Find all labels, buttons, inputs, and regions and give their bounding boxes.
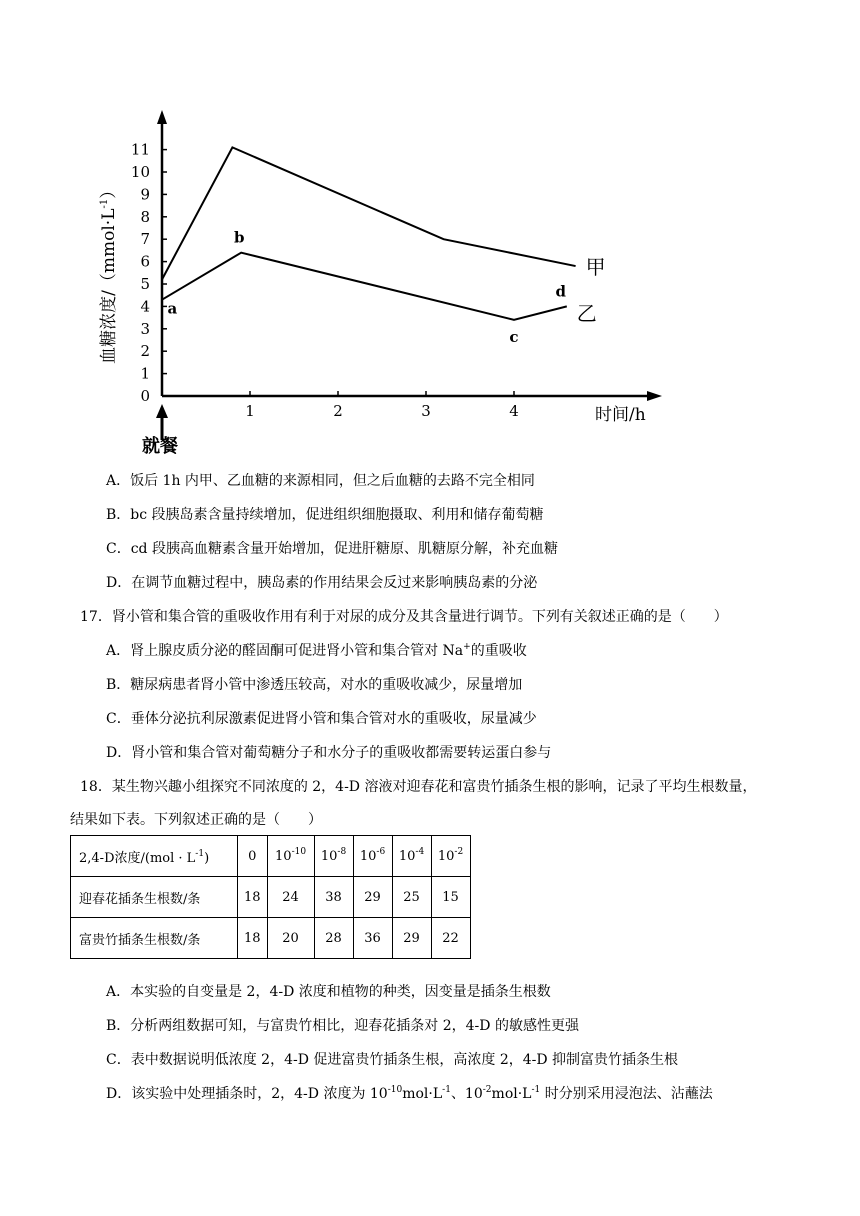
table-row	[71, 918, 471, 959]
x-axis-arrow	[647, 391, 662, 401]
q17-option-a-text: A．肾上腺皮质分泌的醛固酮可促进肾小管和集合管对 Na	[106, 643, 464, 659]
q17-stem: 17．肾小管和集合管的重吸收作用有利于对尿的成分及其含量进行调节。下列有关叙述正确的是（ ）	[80, 609, 728, 625]
y-tick-label: 6	[140, 252, 150, 271]
table-cell: 38	[314, 877, 353, 918]
q17-option-b: B．糖尿病患者肾小管中渗透压较高，对水的重吸收减少，尿量增加	[106, 677, 523, 693]
series-jia-label: 甲	[585, 255, 606, 280]
table-row	[71, 877, 471, 918]
y-tick-label: 3	[140, 319, 150, 338]
table-cell: 28	[314, 918, 353, 959]
x-axis-label: 时间/h	[595, 405, 646, 425]
y-tick-label: 10	[130, 163, 150, 181]
y-tick-label: 9	[140, 185, 150, 204]
y-tick-label: 2	[140, 342, 150, 361]
table-cell: 18	[238, 918, 268, 959]
point-label-a: a	[167, 299, 178, 318]
x-tick-label: 1	[245, 402, 255, 420]
q18-stem-line2: 结果如下表。下列叙述正确的是（ ）	[70, 812, 322, 828]
x-tick-label: 4	[509, 402, 519, 420]
y-tick-label: 1	[140, 364, 150, 383]
table-cell: 36	[353, 918, 392, 959]
point-label-c: c	[509, 327, 519, 346]
q18-option-a: A．本实验的自变量是 2，4-D 浓度和植物的种类，因变量是插条生根数	[106, 984, 551, 1000]
meal-label: 就餐	[142, 436, 178, 457]
y-axis-label: 血糖浓度$/(mmol\cdot L^{-1})$	[99, 181, 119, 364]
y-axis-arrow	[157, 110, 167, 124]
y-tick-label: 8	[140, 207, 150, 226]
x-tick-label: 3	[421, 402, 431, 420]
table-cell: 15	[431, 877, 470, 918]
table-cell: 24	[267, 877, 314, 918]
table-row-label: 迎春花插条生根数/条	[71, 877, 238, 918]
table-cell: $10^{-10}$	[267, 836, 314, 877]
table-cell: 0	[238, 836, 268, 877]
blood-glucose-chart	[90, 100, 690, 470]
y-tick-label: 5	[140, 275, 150, 293]
series-yi-label: 乙	[576, 301, 597, 326]
point-label-b: b	[233, 228, 245, 247]
q16-option-b: B．bc 段胰岛素含量持续增加，促进组织细胞摄取、利用和储存葡萄糖	[106, 507, 544, 523]
meal-arrow-head	[156, 404, 168, 418]
q18-option-d: D．该实验中处理插条时，2，4-D 浓度为 $10^{-10}mol\cdot L^{-1}$、$10^{-2}mol\cdot L^{-1}$ 时分别采用浸泡法、沾蘸法	[106, 1085, 713, 1102]
series-jia-line	[162, 147, 576, 279]
series-yi-line	[162, 253, 567, 320]
q17-option-d: D．肾小管和集合管对葡萄糖分子和水分子的重吸收都需要转运蛋白参与	[106, 745, 552, 761]
q16-option-d: D．在调节血糖过程中，胰岛素的作用结果会反过来影响胰岛素的分泌	[106, 575, 538, 591]
table-cell: $10^{-2}$	[431, 836, 470, 877]
table-header-label: 2,4-D浓度$/(mol \cdot L^{-1})$	[71, 836, 238, 877]
point-label-d: d	[555, 282, 567, 301]
table-cell: 20	[267, 918, 314, 959]
q16-option-a: A．饭后 1h 内甲、乙血糖的来源相同，但之后血糖的去路不完全相同	[106, 473, 535, 489]
table-cell: $10^{-6}$	[353, 836, 392, 877]
table-cell: 29	[392, 918, 431, 959]
sodium-charge: +	[463, 642, 471, 652]
table-cell: $10^{-8}$	[314, 836, 353, 877]
q18-option-c: C．表中数据说明低浓度 2，4-D 促进富贵竹插条生根，高浓度 2，4-D 抑制富贵竹插条生根	[106, 1052, 679, 1068]
table-cell: $10^{-4}$	[392, 836, 431, 877]
y-tick-label: 11	[130, 140, 150, 159]
q18-option-b: B．分析两组数据可知，与富贵竹相比，迎春花插条对 2，4-D 的敏感性更强	[106, 1018, 579, 1034]
x-tick-label: 2	[333, 402, 343, 420]
q17-option-a-tail: 的重吸收	[470, 643, 527, 659]
y-tick-label: 0	[140, 387, 150, 405]
y-tick-label: 4	[140, 297, 150, 316]
q17-option-c: C．垂体分泌抗利尿激素促进肾小管和集合管对水的重吸收，尿量减少	[106, 711, 537, 727]
table-cell: 18	[238, 877, 268, 918]
table-cell: 25	[392, 877, 431, 918]
table-cell: 22	[431, 918, 470, 959]
y-tick-label: 7	[140, 230, 150, 249]
q17-option-a	[106, 641, 527, 661]
rooting-table	[70, 835, 471, 959]
q18-stem-line1: 18．某生物兴趣小组探究不同浓度的 2，4-D 溶液对迎春花和富贵竹插条生根的影响，记录了平均生根数量，	[80, 779, 757, 795]
table-row-label: 富贵竹插条生根数/条	[71, 918, 238, 959]
table-cell: 29	[353, 877, 392, 918]
table-header-row	[71, 836, 471, 877]
q16-option-c: C．cd 段胰高血糖素含量开始增加，促进肝糖原、肌糖原分解，补充血糖	[106, 541, 558, 557]
